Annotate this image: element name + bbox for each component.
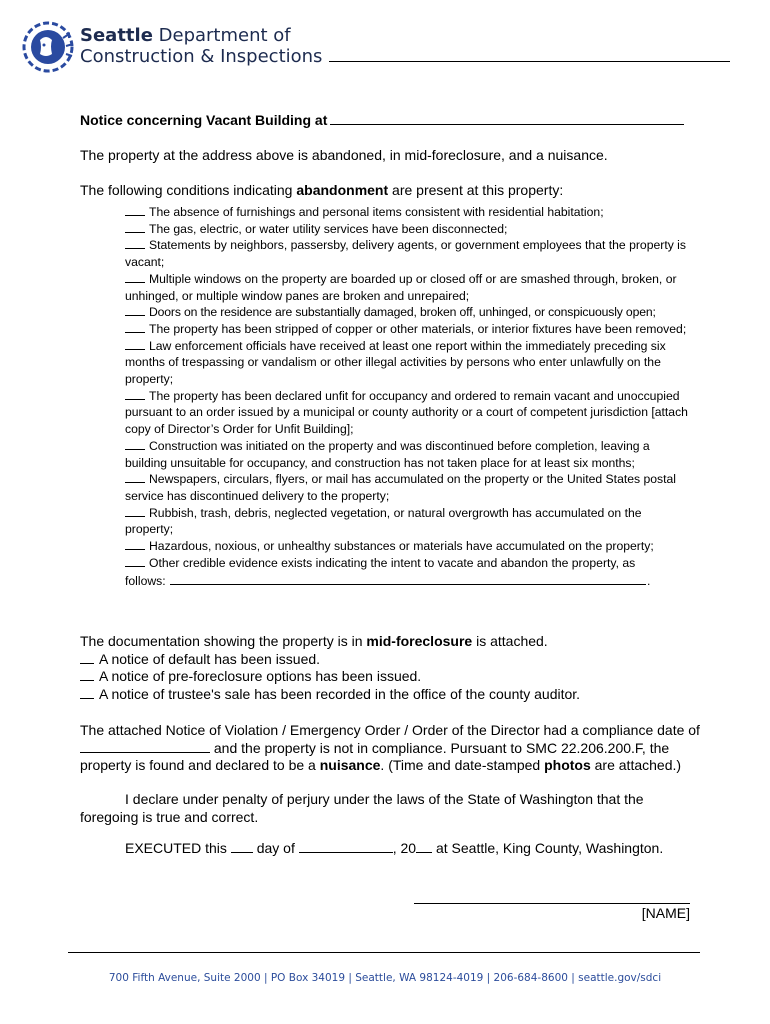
mf-item-text: A notice of pre-foreclosure options has been issued. [99,668,422,684]
condition-text: Multiple windows on the property are boarded up or closed off or are smashed through, broken, or unhinged, or multiple window panes are broken and unrepaired; [125,271,677,303]
condition-item[interactable] [125,555,690,572]
year-blank[interactable] [416,841,432,853]
condition-text: Other credible evidence exists indicating the intent to vacate and abandon the property, as [149,555,636,570]
checkbox-blank[interactable] [125,556,145,567]
day-blank[interactable] [231,841,253,853]
checkbox-blank[interactable] [125,322,145,333]
condition-text: Doors on the residence are substantially damaged, broken off, unhinged, or conspicuously open; [149,305,656,320]
declaration-text: I declare under penalty of perjury under the laws of the State of Washington that the foregoing is true and correct. [80,791,644,825]
brand-name [80,25,322,67]
checkbox-blank[interactable] [125,305,145,316]
mf-bold: mid-foreclosure [366,633,473,649]
title-label: Notice concerning Vacant Building at [80,112,328,128]
mf-pre: The documentation showing the property is in [80,633,367,649]
condition-item[interactable] [125,438,690,471]
checkbox-blank[interactable] [125,539,145,550]
conditions-heading [80,182,563,200]
mf-post: is attached. [472,633,548,649]
mf-item[interactable] [80,651,580,669]
brand-bold: Seattle [80,25,153,46]
declaration-paragraph [80,791,680,826]
condition-text: Newspapers, circulars, flyers, or mail has accumulated on the property or the United States postal service has discontinued delivery to the property; [125,472,677,503]
condition-text: The gas, electric, or water utility services have been disconnected; [149,221,508,236]
follows-line [125,573,690,590]
comp-bold: nuisance [319,757,381,773]
exec-text: day of [252,840,299,856]
exec-text: , 20 [392,840,417,856]
conditions-pre: The following conditions indicating [80,182,297,198]
condition-text: Law enforcement officials have received at least one report within the immediately preceding six months of trespassing or vandalism or other illegal activities by persons who enter unlawfully on the property; [125,338,666,387]
checkbox-blank[interactable] [80,687,94,699]
executed-line [125,840,663,858]
checkbox-blank[interactable] [125,339,145,350]
mf-item-text: A notice of trustee's sale has been recorded in the office of the county auditor. [99,685,581,702]
condition-item[interactable] [125,505,690,538]
conditions-bold: abandonment [296,182,389,198]
checkbox-blank[interactable] [125,439,145,450]
signature-line[interactable] [414,903,690,904]
condition-item[interactable] [125,321,690,338]
condition-text: Hazardous, noxious, or unhealthy substances or materials have accumulated on the property; [149,539,654,554]
condition-text: The property has been stripped of copper or other materials, or interior fixtures have been removed; [149,321,687,336]
comp-text: . (Time and date-stamped [380,757,545,773]
condition-text: The property has been declared unfit for occupancy and ordered to remain vacant and unoccupied pursuant to an order issued by a municipal or county authority or a court of competent jurisdiction [attach copy of Director’s Order for Unfit Building]; [125,388,688,437]
footer-contact: 700 Fifth Avenue, Suite 2000 | PO Box 34019 | Seattle, WA 98124-4019 | 206-684-8600 | seattle.gov/sdci [108,972,662,984]
brand-rest: Department of [152,25,291,46]
checkbox-blank[interactable] [125,205,145,216]
exec-text: EXECUTED this [125,840,231,856]
condition-item[interactable] [125,471,690,504]
comp-text: and the property is not in compliance. Pursuant to SMC 22.206.200.F, the property is found and declared to be a [80,739,670,773]
condition-text: Construction was initiated on the property and was discontinued before completion, leaving a building unsuitable for occupancy, and construction has not taken place for at least six months; [125,438,650,470]
comp-text: The attached Notice of Violation / Emergency Order / Order of the Director had a compliance date of [80,722,700,738]
condition-item[interactable] [125,338,690,388]
checkbox-blank[interactable] [125,272,145,283]
condition-item[interactable] [125,304,690,321]
condition-item[interactable] [125,388,690,438]
follows-label: follows: [125,574,166,589]
condition-item[interactable] [125,538,690,555]
condition-text: Statements by neighbors, passersby, delivery agents, or government employees that the property is vacant; [125,238,686,270]
checkbox-blank[interactable] [80,669,94,681]
conditions-list [125,204,690,590]
mid-foreclosure-section [80,633,580,703]
compliance-date-blank[interactable] [80,741,210,753]
mf-item[interactable] [80,686,580,704]
checkbox-blank[interactable] [80,652,94,664]
checkbox-blank[interactable] [125,389,145,400]
document-title [80,112,684,128]
intro-text: The property at the address above is abandoned, in mid-foreclosure, and a nuisance. [80,147,608,163]
condition-item[interactable] [125,204,690,221]
header-rule [329,61,730,62]
condition-text: Rubbish, trash, debris, neglected vegetation, or natural overgrowth has accumulated on the property; [125,505,642,537]
condition-text: The absence of furnishings and personal items consistent with residential habitation; [149,205,604,219]
comp-text: are attached.) [590,757,682,773]
brand-line2: Construction & Inspections [80,46,323,67]
month-blank[interactable] [299,841,393,853]
signature-name-label: [NAME] [641,905,690,921]
condition-item[interactable] [125,271,690,304]
checkbox-blank[interactable] [125,472,145,483]
exec-text: at Seattle, King County, Washington. [432,840,664,856]
comp-bold: photos [544,757,591,773]
follows-end: . [647,574,651,589]
checkbox-blank[interactable] [125,506,145,517]
footer-rule [68,952,700,953]
checkbox-blank[interactable] [125,222,145,233]
condition-item[interactable] [125,237,690,270]
address-blank[interactable] [330,112,684,125]
compliance-paragraph [80,722,700,775]
mf-item-text: A notice of default has been issued. [99,650,321,667]
seattle-seal-icon [22,20,82,74]
condition-item[interactable] [125,221,690,238]
follows-blank[interactable] [170,574,646,585]
conditions-post: are present at this property: [388,182,564,198]
mid-foreclosure-heading [80,633,580,651]
checkbox-blank[interactable] [125,238,145,249]
mf-item[interactable] [80,668,580,686]
